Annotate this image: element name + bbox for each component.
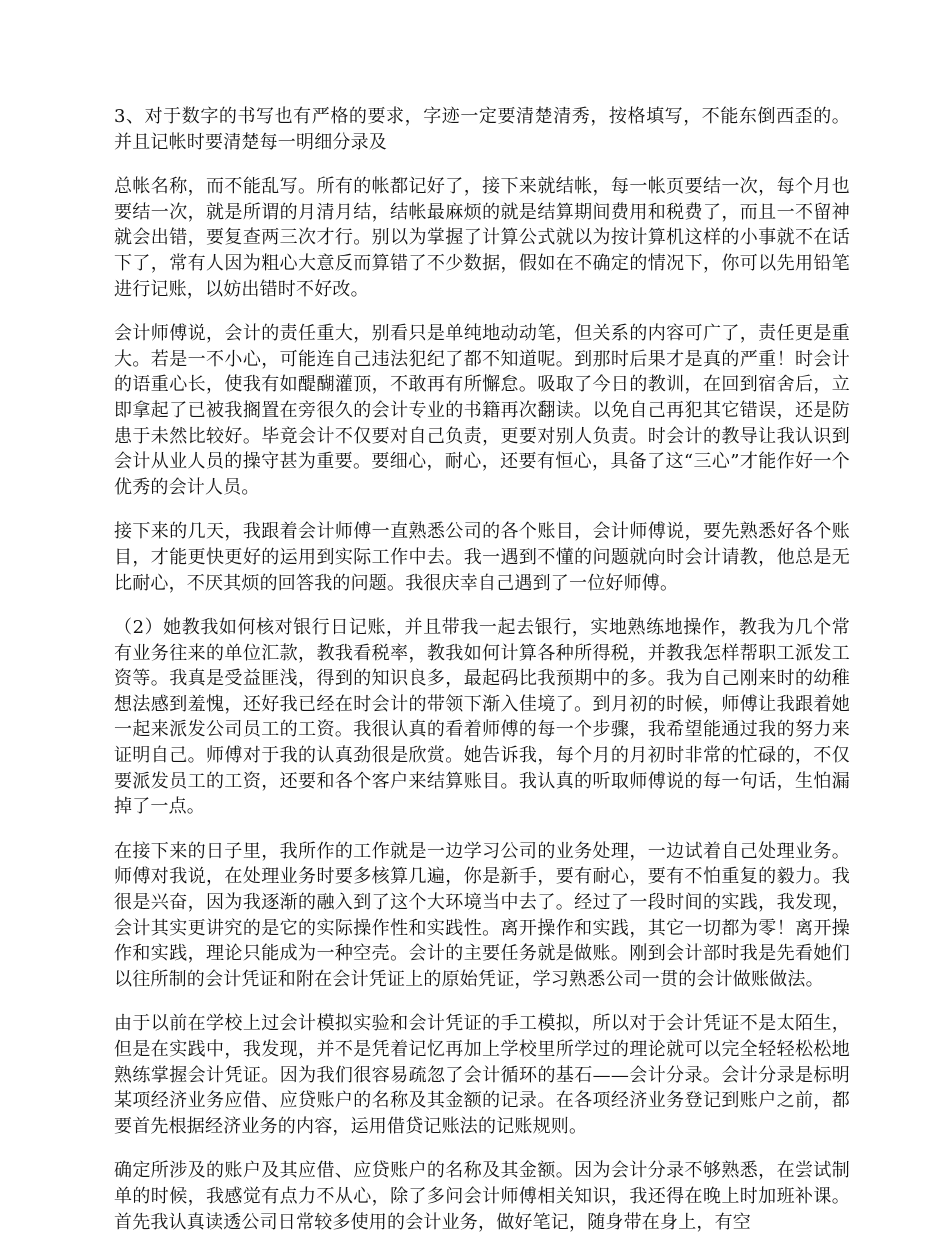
paragraph-3: 会计师傅说，会计的责任重大，别看只是单纯地动动笔，但关系的内容可广了，责任更是重大。若是一不小心，可能连自己违法犯纪了都不知道呢。到那时后果才是真的严重！时会计的语重心长，使我有如醍醐灌顶，不敢再有所懈怠。吸取了今日的教训，在回到宿舍后，立即拿起了已被我搁置在旁很久的会计专业的书籍再次翻读。以免自己再犯其它错误，还是防患于未然比较好。毕竟会计不仅要对自己负责，更要对别人负责。时会计的教导让我认识到会计从业人员的操守甚为重要。要细心，耐心，还要有恒心，具备了这“三心”才能作好一个优秀的会计人员。 [114, 323, 850, 498]
paragraph-7: 由于以前在学校上过会计模拟实验和会计凭证的手工模拟，所以对于会计凭证不是太陌生，但是在实践中，我发现，并不是凭着记忆再加上学校里所学过的理论就可以完全轻轻松松地熟练掌握会计凭证。因为我们很容易疏忽了会计循环的基石——会计分录。会计分录是标明某项经济业务应借、应贷账户的名称及其金额的记录。在各项经济业务登记到账户之前，都要首先根据经济业务的内容，运用借贷记账法的记账规则。 [114, 1013, 850, 1137]
paragraph-5: （2）她教我如何核对银行日记账，并且带我一起去银行，实地熟练地操作，教我为几个常有业务往来的单位汇款，教我看税率，教我如何计算各种所得税，并教我怎样帮职工派发工资等。我真是受益匪浅，得到的知识良多，最起码比我预期中的多。我为自己刚来时的幼稚想法感到羞愧，还好我已经在时会计的带领下渐入佳境了。到月初的时候，师傅让我跟着她一起来派发公司员工的工资。我很认真的看着师傅的每一个步骤，我希望能通过我的努力来证明自己。师傅对于我的认真劲很是欣赏。她告诉我，每个月的月初时非常的忙碌的，不仅要派发员工的工资，还要和各个客户来结算账目。我认真的听取师傅说的每一句话，生怕漏掉了一点。 [114, 617, 850, 818]
paragraph-1: 3、对于数字的书写也有严格的要求，字迹一定要清楚清秀，按格填写，不能东倒西歪的。并且记帐时要清楚每一明细分录及 [114, 106, 850, 153]
paragraph-2: 总帐名称，而不能乱写。所有的帐都记好了，接下来就结帐，每一帐页要结一次，每个月也要结一次，就是所谓的月清月结，结帐最麻烦的就是结算期间费用和税费了，而且一不留神就会出错，要复查两三次才行。别以为掌握了计算公式就以为按计算机这样的小事就不在话下了，常有人因为粗心大意反而算错了不少数据，假如在不确定的情况下，你可以先用铅笔进行记账，以妨出错时不好改。 [114, 176, 850, 300]
paragraph-4: 接下来的几天，我跟着会计师傅一直熟悉公司的各个账目，会计师傅说，要先熟悉好各个账目，才能更快更好的运用到实际工作中去。我一遇到不懂的问题就向时会计请教，他总是无比耐心，不厌其烦的回答我的问题。我很庆幸自己遇到了一位好师傅。 [114, 521, 850, 594]
paragraph-8: 确定所涉及的账户及其应借、应贷账户的名称及其金额。因为会计分录不够熟悉，在尝试制单的时候，我感觉有点力不从心，除了多问会计师傅相关知识，我还得在晚上时加班补课。首先我认真读透公司日常较多使用的会计业务，做好笔记，随身带在身上，有空 [114, 1160, 850, 1233]
paragraph-6: 在接下来的日子里，我所作的工作就是一边学习公司的业务处理，一边试着自己处理业务。师傅对我说，在处理业务时要多核算几遍，你是新手，要有耐心，要有不怕重复的毅力。我很是兴奋，因为我逐渐的融入到了这个大环境当中去了。经过了一段时间的实践，我发现，会计其实更讲究的是它的实际操作性和实践性。离开操作和实践，其它一切都为零！离开操作和实践，理论只能成为一种空壳。会计的主要任务就是做账。刚到会计部时我是先看她们以往所制的会计凭证和附在会计凭证上的原始凭证，学习熟悉公司一贯的会计做账做法。 [114, 840, 850, 990]
document-body [114, 104, 850, 1254]
